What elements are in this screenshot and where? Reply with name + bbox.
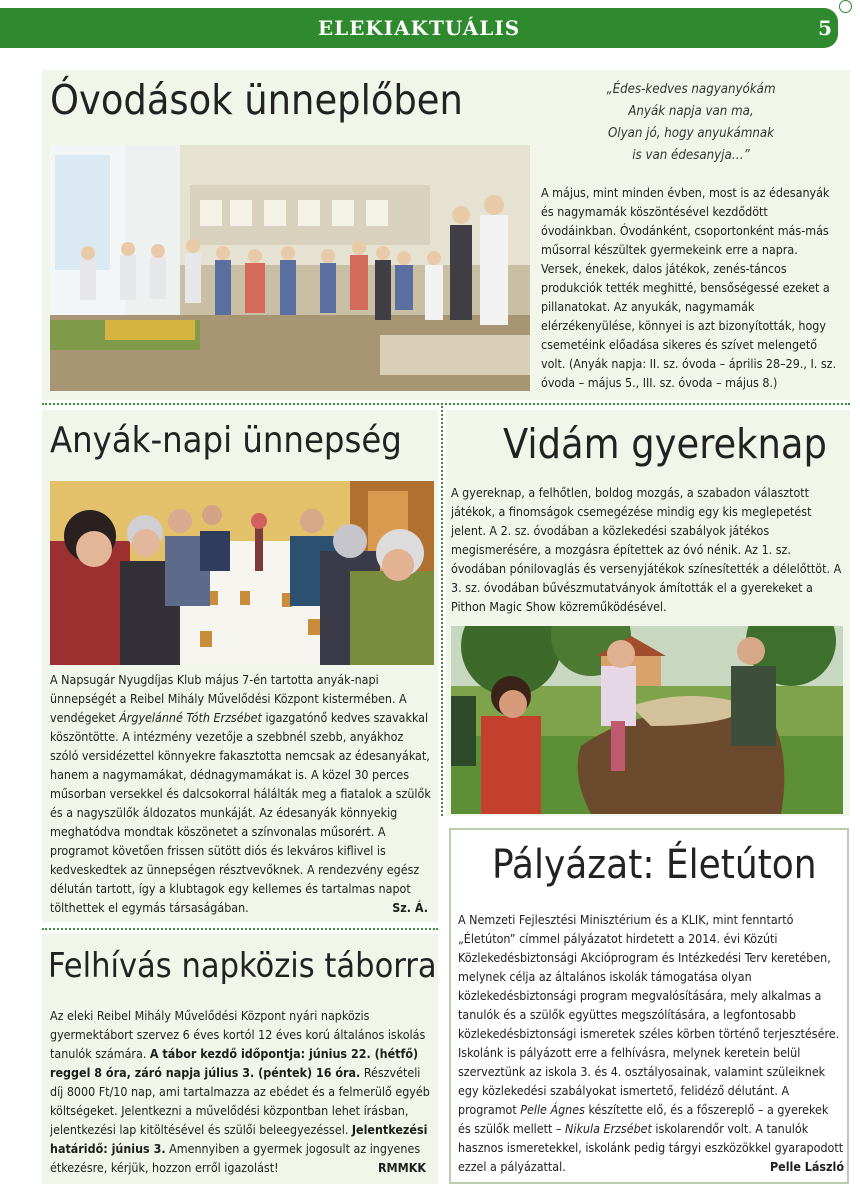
kindergarten-celebration-photo	[50, 145, 530, 391]
anyak-napi-title: Anyák-napi ünnepség	[50, 420, 402, 461]
gyereknap-title: Vidám gyereknap	[503, 420, 827, 468]
seniors-club-photo	[50, 481, 434, 665]
tabor-deadline: Jelentkezési határidő: június 3.	[50, 1122, 428, 1156]
anyak-napi-text: igazgatónő kedves szavakkal köszöntötte. A intézmény vezetője a szebbnél szebb, anyákhoz szóló versidézettel könnyekre fakasztotta nemcsak az édesanyákat, hanem a nagymamákat, dédnagymamákat is. A közel 30 perces műsorban versekkel és dalcsokorral hálálták meg a fiatalok a szülők és a nagyszülők áldozatos munkáját. Az édesanyák könnyekig meghatódva mondtak köszönetet a színvonalas műsorért. A programot követően frissen sütött diós és lekváros kiflivel is kedveskedtek az ünnepségen résztvevőknek. A rendezvény egész délután tartott, így a klubtagok egy kellemes és tartalmas napot tölthettek el egymás társaságában.	[50, 710, 431, 915]
pony-ride-photo	[451, 626, 843, 814]
anyak-napi-person: Árgyelánné Tóth Erzsébet	[119, 710, 262, 725]
poem-line: Olyan jó, hogy anyukámnak	[607, 126, 775, 141]
poem-line: is van édesanyja…”	[632, 148, 750, 163]
gyereknap-body: A gyereknap, a felhőtlen, boldog mozgás, a szabadon választott játékok, a finomságok csemegézése mindig egy kis meglepetést jelent. A 2. sz. óvodában a közlekedési szabályok játékos megismerésére, a mozgásra építettek az óvó nénik. Az 1. sz. óvodában pónilovaglás és versenyjátékok színesítették a délelőttöt. A 3. sz. óvodában bűvészmutatványok ámították el a gyerekeket a Pithon Magic Show közreműködésével.	[451, 485, 842, 614]
palyazat-person: Nikula Erzsébet	[565, 1121, 652, 1136]
poem-line: „Édes-kedves nagyanyókám	[606, 82, 776, 97]
palyazat-text: iskolarendőr volt. A tanulók hasznos ismeretekkel, iskolánk pedig tárgyi eszközökkel gyarapodott ezzel a pályázattal.	[458, 1121, 844, 1174]
palyazat-text: készítette elő, és a főszereplő – a gyerekek és szülők mellett –	[458, 1102, 829, 1136]
tabor-dates: A tábor kezdő időpontja: június 22. (hétfő) reggel 8 óra, záró napja július 3. (péntek) 16 óra.	[50, 1046, 419, 1080]
anyak-napi-signature: Sz. Á.	[392, 900, 428, 915]
section-title: ELEKIAKTUÁLIS	[317, 16, 521, 40]
palyazat-signature: Pelle László	[769, 1159, 844, 1174]
poem-line: Anyák napja van ma,	[628, 104, 754, 119]
palyazat-text: A Nemzeti Fejlesztési Minisztérium és a KLIK, mint fenntartó „Életúton” címmel pályázatot hirdetett a 2014. évi Közúti Közlekedésbiztonsági Akcióprogram és Intézkedési Terv keretében, melynek célja az általános iskolák támogatása olyan közlekedésbiztonsági program megvalósítására, mely alkalmas a tanulók és a szülők együttes megszólítására, a legfontosabb közlekedésbiztonsági ismeretek széles körben történő terjesztésére. Iskolánk is pályázott erre a felhívásra, melynek keretein belül szerveztünk az iskola 3. és 4. osztályosainak, valamint szüleiknek egy közlekedési szabályokat ismertető, felidéző délutánt. A programot	[458, 912, 840, 1117]
ovodasok-title: Óvodások ünneplőben	[50, 76, 463, 124]
palyazat-body	[458, 910, 844, 1176]
palyazat-person: Pelle Ágnes	[520, 1102, 585, 1117]
palyazat-title: Pályázat: Életúton	[492, 842, 817, 888]
tabor-text: Az eleki Reibel Mihály Művelődési Központ nyári napközis gyermektábort szervez 6 éves kortól 12 éves korú általános iskolás tanulók számára.	[50, 1008, 426, 1061]
tabor-text: Amennyiben a gyermek jogosult az ingyenes étkezésre, kérjük, hozzon erről igazolást!	[50, 1141, 421, 1175]
page-number: 5	[818, 16, 832, 40]
tabor-signature: RMMKK	[377, 1160, 426, 1175]
tabor-body	[50, 1006, 434, 1177]
corner-ring-icon	[839, 0, 852, 13]
divider	[441, 406, 443, 816]
ovodasok-poem	[560, 79, 822, 167]
divider	[42, 403, 850, 405]
anyak-napi-body	[50, 670, 434, 917]
divider	[42, 928, 438, 930]
tabor-title: Felhívás napközis táborra	[48, 946, 437, 986]
anyak-napi-text: A Napsugár Nyugdíjas Klub május 7-én tartotta anyák-napi ünnepségét a Reibel Mihály Művelődési Központ kistermében. A vendégeket	[50, 672, 407, 725]
ovodasok-body: A május, mint minden évben, most is az édesanyák és nagymamák köszöntésével kezdődött óvodáinkban. Óvodánként, csoportonként más-más műsorral készültek gyermekeink erre a napra. Versek, énekek, dalos játékok, zenés-táncos produkciók tették meghitté, bensőségessé ezeket a pillanatokat. Az anyukák, nagymamák elérzékenyülése, könnyei is azt bizonyították, hogy csemetéink előadása sikeres és szívet melengető volt. (Anyák napja: II. sz. óvoda – április 28–29., I. sz. óvoda – május 5., III. sz. óvoda – május 8.)	[541, 185, 837, 390]
tabor-text: Részvételi díj 8000 Ft/10 nap, ami tartalmazza az ebédet és a felmerülő egyéb költségeket. Jelentkezni a művelődési központban lehet írásban, jelentkezési lap kitöltésével és szülői beleegyezéssel.	[50, 1065, 430, 1137]
